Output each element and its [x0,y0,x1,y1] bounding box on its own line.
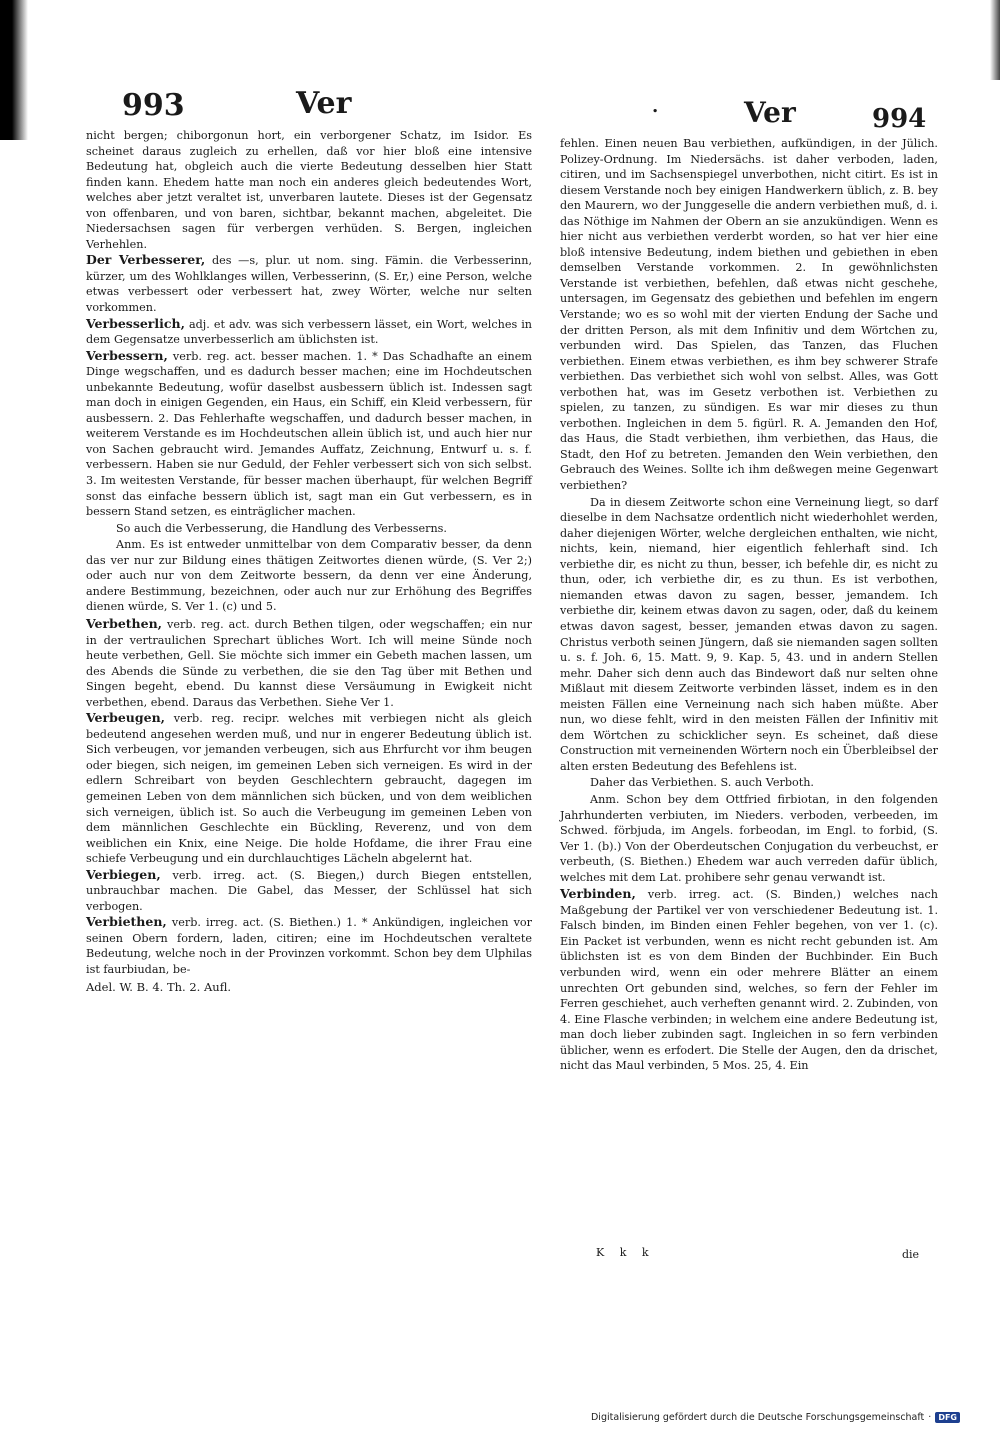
entry-continuation [560,136,938,494]
entry-headword: Verbesserlich, [86,315,185,331]
page-number-left: 993 [122,88,185,123]
volume-footline: Adel. W. B. 4. Th. 2. Aufl. [86,979,232,994]
entry-verbeugen [86,710,532,866]
entry-annotation: Anm. Schon bey dem Ottfried firbiotan, in den folgenden Jahrhunderten verbiuten, im Nieders. verboden, verbeeden, im Schwed. förbjuda, im Angels. forbeodan, im Engl. to forbid, (S. Ver 1. (b).) Von der Oberdeutschen Conjugation du verbeuchst, er verbeuth, (S. Biethen.) Ehedem war auch verreden dafür üblich, welches mit dem Lat. prohibere sehr genau verwandt ist. [560,792,938,884]
entry-annotation: Anm. Es ist entweder unmittelbar von dem Comparativ besser, da denn das ver nur zur Bildung eines thätigen Zeitwortes dienen würde, (S. Ver 2;) oder auch nur von dem Zeitworte bessern, da denn ver eine Änderung, andere Bestimmung, bezeichnen, oder auch nur zur Erhöhung des Begriffes dienen würde, S. Ver 1. (c) und 5. [86,538,532,614]
entry-verbessern [86,348,532,520]
entry-verbesserlich [86,316,532,348]
separator: · [928,1412,932,1423]
funding-footer [591,1412,960,1423]
entry-text: adj. et adv. was sich verbessern lässet, ein Wort, welches in dem Gegensatze unverbesserlich am üblichsten ist. [86,317,532,347]
entry-text: verb. irreg. act. (S. Biegen,) durch Biegen entstellen, unbrauchbar machen. Die Gabel, das Messer, der Schlüssel hat sich verbogen. [86,868,533,913]
entry-text: fehlen. Einen neuen Bau verbiethen, aufkündigen, in der Jülich. Polizey-Ordnung. Im Niedersächs. ist daher verboden, laden, citiren, und im Sachsenspiegel unverbothen, nicht citirt. Es ist in diesem Verstande noch bey einigen Handwerkern üblich, z. B. bey den Maurern, wo der Junggeselle die andern verbiethen muß, d. i. das Nöthige im Nahmen der Obern an sie anzukündigen. Wenn es hier nicht aus verbiethen verderbt worden, so hat ver hier eine bloß intensive Bedeutung, indem biethen und gebiethen in eben demselben Verstande vorkommen. 2. In gewöhnlichsten Verstande ist verbiethen, befehlen, daß etwas nicht geschehe, untersagen, im Gegensatz des gebiethen und befehlen im engern Verstande; wo es so wohl mit der vierten Endung der Sache und der dritten Person, als mit dem Infinitiv und dem Wörtchen zu, verbunden wird. Das Spielen, das Tanzen, das Fluchen verbiethen. Einem etwas verbiethen, es ihm bey schwerer Strafe verbiethen. Das verbiethet sich wohl von selbst. Alles, was Gott verbothen hat, was im Gesetz verbothen ist. Verbiethen zu spielen, zu tanzen, zu sündigen. Es war mir dieses zu thun verbothen. Ingleichen in dem 5. figürl. R. A. Jemanden den Hof, das Haus, die Stadt verbiethen, ihm verbiethen, das Haus, die Stadt, den Hof zu betreten. Jemanden den Wein verbiethen, den Gebrauch des Weines. Sollte ich ihm deßwegen meine Gegenwart verbiethen? [560,137,938,493]
entry-verbesserer [86,252,532,315]
left-column [86,128,532,1007]
entry-subparagraph: So auch die Verbesserung, die Handlung des Verbesserns. [116,521,447,535]
entry-headword: Verbiethen, [86,914,167,930]
entry-continuation [86,128,532,252]
entry-headword: Verbinden, [560,886,636,902]
running-head-left: Ver [296,86,352,121]
entry-headword: Verbeugen, [86,710,166,726]
signature-mark: K k k [596,1246,655,1259]
entry-headword: Verbessern, [86,347,168,363]
dfg-logo-icon: DFG [935,1412,960,1423]
entry-text: verb. irreg. act. (S. Biethen.) 1. * Ankündigen, ingleichen vor seinen Obern fordern, laden, citiren; eine im Hochdeutschen veraltete Bedeutung, welche noch in der Provinzen vorkommt. Schon bey dem Ulphilas ist faurbiudan, be- [86,916,532,976]
scan-edge-left [0,0,28,140]
entry-verbiethen [86,914,532,977]
entry-text: verb. reg. act. besser machen. 1. * Das Schadhafte an einem Dinge wegschaffen, und es dadurch besser machen; eine im Hochdeutschen unbekannte Bedeutung, wofür daselbst ausbessern üblich ist. Indessen sagt man doch in einigen Gegenden, ein Haus, ein Schiff, ein Kleid verbessern, für ausbessern. 2. Das Fehlerhafte wegschaffen, und dadurch besser machen, in weiterem Verstande es im Hochdeutschen allein üblich ist, und auch hier nur von Sachen gebraucht wird. Jemandes Auffatz, Zeichnung, Entwurf u. s. f. verbessern. Haben sie nur Geduld, der Fehler verbessert sich von sich selbst. 3. Im weitesten Verstande, für besser machen überhaupt, für welchen Begriff sonst das einfache bessern üblich ist, sagt man ein Gut verbessern, es in bessern Stand setzen, es einträglicher machen. [86,349,532,519]
entry-subparagraph: Da in diesem Zeitworte schon eine Verneinung liegt, so darf dieselbe in dem Nachsatze ordentlich nicht wiederhohlet werden, daher diejenigen Wörter, welche dergleichen enthalten, wie nicht, nichts, kein, niemand, hier eigentlich fehlerhaft sind. Ich verbiethe dir, es nicht zu thun, besser, ich befehle dir, es nicht zu thun, oder, ich verbiethe dir, es zu thun. Es ist verbothen, niemanden etwas davon zu sagen, besser, jemandem. Ich verbiethe dir, keinem etwas davon zu sagen, oder, daß du keinem etwas davon sagest, besser, jemanden etwas davon zu sagen. Christus verboth seinen Jüngern, daß sie niemanden sagen sollten u. s. f. Joh. 6, 15. Matt. 9, 9. Kap. 5, 43. und in andern Stellen mehr. Daher sich denn auch das Bindewort daß nur selten ohne Mißlaut mit diesem Zeitworte verbinden lässet, indem es in den meisten Fällen eine Verneinung nach sich haben müßte. Aber nun, wo diese fehlt, wird in den meisten Fällen der Infinitiv mit dem Wörtchen zu schicklicher seyn. Es scheinet, daß diese Construction mit verneinenden Wörtern noch ein Überbleibsel der alten ersten Bedeutung des Befehlens ist. [560,495,938,773]
entry-text: des —s, plur. ut nom. sing. Fämin. die Verbesserinn, kürzer, um des Wohlklanges willen, Verbesserinn, (S. Er,) eine Person, welche etwas verbessert oder verbessert hat, zwey Wörter, welche nur selten vorkommen. [86,254,532,315]
entry-text: verb. reg. act. durch Bethen tilgen, oder wegschaffen; ein nur in der vertraulichen Sprechart übliches Wort. Ich will meine Sünde noch heute verbethen, Gell. Sie möchte sich immer ein Gebeth machen lassen, um des Abends die Sünde zu verbethen, die sie den Tag über mit Bethen und Singen begeht, ebend. Du kannst diese Versäumung in Ewigkeit nicht verbethen, ebend. Daraus das Verbethen. Siehe Ver 1. [86,617,533,709]
scan-edge-right [990,0,1000,80]
entry-text: verb. reg. recipr. welches mit verbiegen nicht als gleich bedeutend angesehen werden muß, und nur in engerer Bedeutung üblich ist. Sich verbeugen, vor jemanden verbeugen, sich aus Ehrfurcht vor ihm beugen oder biegen, sich neigen, im gemeinen Leben sich verneigen. Es wird in der edlern Schreibart von beyden Geschlechtern gebraucht, dagegen im gemeinen Leben von dem männlichen sich bücken, und von dem weiblichen sich verneigen, üblich ist. So auch die Verbeugung im gemeinen Leben von dem männlichen Geschlechte ein Bückling, Reverenz, und von dem weiblichen ein Knix, eine Neige. Die holde Hofdame, die ihrer Frau eine schiefe Verbeugung und ein durchlauchtiges Lächeln abgelernt hat. [86,712,532,866]
entry-verbethen [86,616,532,710]
running-head-right: Ver [744,96,796,129]
header-dot: . [652,96,659,117]
entry-text: nicht bergen; chiborgonun hort, ein verborgener Schatz, im Isidor. Es scheinet daraus zugleich zu erhellen, daß vor hier bloß eine intensive Bedeutung hat, obgleich auch die vierte Bedeutung desselben hier Statt finden kann. Ehedem hatte man noch ein anderes gleich bedeutendes Wort, welches aber jetzt veraltet ist, unverbaren lautete. Dieses ist der Gegensatz von offenbaren, und von baren, sichtbar, bekannt machen, abgeleitet. Die Niedersachsen sagen für verbergen verhüden. S. Bergen, ingleichen Verhehlen. [86,129,532,251]
entry-headword: Verbiegen, [86,866,161,882]
entry-verbiegen [86,867,532,915]
page-number-right: 994 [872,104,927,134]
entry-verbinden [560,886,938,1074]
entry-subparagraph: Daher das Verbiethen. S. auch Verboth. [590,776,814,790]
funding-text: Digitalisierung gefördert durch die Deutsche Forschungsgemeinschaft [590,1412,925,1423]
entry-headword: Verbethen, [86,615,163,631]
entry-headword: Der Verbesserer, [86,252,206,268]
right-column [560,136,938,1074]
catchword: die [902,1248,920,1261]
entry-text: verb. irreg. act. (S. Binden,) welches nach Maßgebung der Partikel ver von verschiedener Bedeutung ist. 1. Falsch binden, im Binden einen Fehler begehen, von ver 1. (c). Ein Packet ist verbunden, wenn es nicht recht gebunden ist. Am üblichsten ist es von dem Binden der Buchbinder. Ein Buch verbunden wird, wenn ein oder mehrere Blätter an einem unrechten Ort gebunden sind, welches, so fern der Fehler im Ferren geschiehet, auch verheften genannt wird. 2. Zubinden, von 4. Eine Flasche verbinden; in welchem eine andere Bedeutung ist, man doch lieber zubinden sagt. Ingleichen in so fern verbinden üblicher, wenn es erfodert. Die Stelle der Augen, den da drischet, nicht das Maul verbinden, 5 Mos. 25, 4. Ein [560,888,938,1073]
